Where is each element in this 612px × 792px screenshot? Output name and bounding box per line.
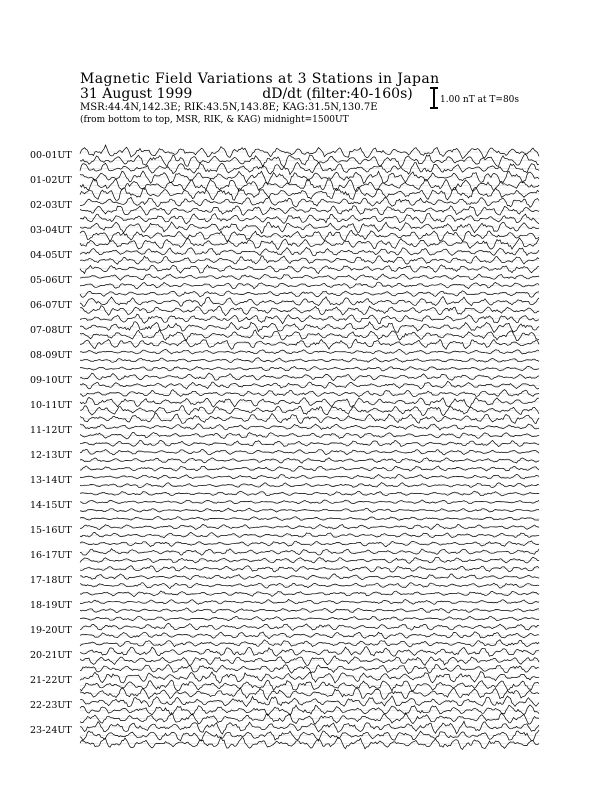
hour-label: 13-14UT [30, 475, 72, 486]
trace-msr [80, 491, 539, 496]
hour-row [30, 474, 540, 495]
trace-kag [80, 721, 539, 734]
trace-rik [80, 532, 539, 538]
hour-row [30, 500, 540, 521]
trace-kag [80, 623, 539, 630]
trace-rik [80, 206, 539, 216]
hour-row [30, 623, 540, 647]
hour-label: 04-05UT [30, 250, 72, 261]
trace-msr [80, 616, 539, 621]
hour-label: 07-08UT [30, 325, 72, 336]
trace-rik [80, 656, 539, 666]
trace-msr [80, 591, 539, 597]
trace-kag [80, 474, 539, 479]
hour-label: 18-19UT [30, 600, 72, 611]
hour-label: 21-22UT [30, 675, 72, 686]
trace-rik [80, 583, 539, 589]
hour-row [30, 145, 540, 175]
date-label: 31 August 1999 [80, 86, 193, 102]
trace-msr [80, 713, 539, 724]
hour-row [30, 349, 540, 371]
trace-msr [80, 265, 539, 274]
trace-rik [80, 256, 539, 264]
trace-rik [80, 306, 539, 316]
trace-rik [80, 358, 539, 363]
trace-rik [80, 154, 539, 167]
hour-label: 23-24UT [30, 725, 72, 736]
hour-label: 03-04UT [30, 225, 72, 236]
hour-row [30, 322, 540, 350]
trace-kag [80, 524, 539, 530]
trace-kag [80, 171, 539, 184]
trace-rik [80, 557, 539, 563]
stations-label: MSR:44.4N,142.3E; RIK:43.5N,143.8E; KAG:31.5N,130.7E [80, 102, 378, 113]
hour-label: 02-03UT [30, 200, 72, 211]
trace-msr [80, 440, 539, 446]
trace-msr [80, 413, 539, 424]
hour-row [30, 549, 540, 572]
hour-row [30, 696, 540, 724]
hour-label: 14-15UT [30, 500, 72, 511]
hour-row [30, 672, 540, 700]
hour-row [30, 721, 540, 749]
trace-kag [80, 397, 539, 407]
hour-row [30, 222, 540, 250]
hour-row [30, 424, 540, 447]
scale-label: 1.00 nT at T=80s [440, 95, 520, 105]
trace-msr [80, 339, 539, 349]
hour-row [30, 574, 540, 597]
hour-label: 19-20UT [30, 625, 72, 636]
hour-row [30, 449, 540, 471]
trace-kag [80, 297, 539, 307]
trace-msr [80, 314, 539, 324]
trace-kag [80, 222, 539, 233]
hour-label: 09-10UT [30, 375, 72, 386]
chart-title: Magnetic Field Variations at 3 Stations in Japan [80, 71, 440, 87]
hour-label: 16-17UT [30, 550, 72, 561]
trace-msr [80, 640, 539, 647]
hour-label: 00-01UT [30, 150, 72, 161]
hour-row [30, 297, 540, 324]
trace-msr [80, 737, 539, 750]
hour-row [30, 599, 540, 620]
trace-kag [80, 500, 539, 504]
trace-msr [80, 390, 539, 397]
hour-label: 10-11UT [30, 400, 72, 411]
trace-msr [80, 566, 539, 572]
hour-label: 06-07UT [30, 300, 72, 311]
trace-msr [80, 541, 539, 547]
trace-rik [80, 730, 539, 741]
trace-rik [80, 433, 539, 439]
hour-label: 20-21UT [30, 650, 72, 661]
trace-rik [80, 330, 539, 341]
hour-label: 22-23UT [30, 700, 72, 711]
trace-kag [80, 349, 539, 354]
hour-row [30, 524, 540, 547]
hour-row [30, 197, 540, 224]
hour-label: 15-16UT [30, 525, 72, 536]
hour-label: 12-13UT [30, 450, 72, 461]
trace-rik [80, 483, 539, 488]
trace-kag [80, 696, 539, 707]
hour-row [30, 647, 540, 674]
hour-label: 17-18UT [30, 575, 72, 586]
order-note: (from bottom to top, MSR, RIK, & KAG) midnight=1500UT [80, 115, 349, 125]
trace-msr [80, 517, 539, 521]
hour-label: 08-09UT [30, 350, 72, 361]
hour-label: 05-06UT [30, 275, 72, 286]
hour-row [30, 373, 540, 396]
hour-row [30, 171, 540, 200]
hour-label: 11-12UT [30, 425, 72, 436]
hour-row [30, 397, 540, 423]
hour-label: 01-02UT [30, 175, 72, 186]
hour-row [30, 274, 540, 297]
trace-msr [80, 291, 539, 298]
component-label: dD/dt (filter:40-160s) [262, 86, 413, 102]
trace-kag [80, 647, 539, 657]
hour-row [30, 247, 540, 273]
trace-kag [80, 574, 539, 580]
trace-rik [80, 230, 539, 241]
trace-msr [80, 162, 539, 174]
